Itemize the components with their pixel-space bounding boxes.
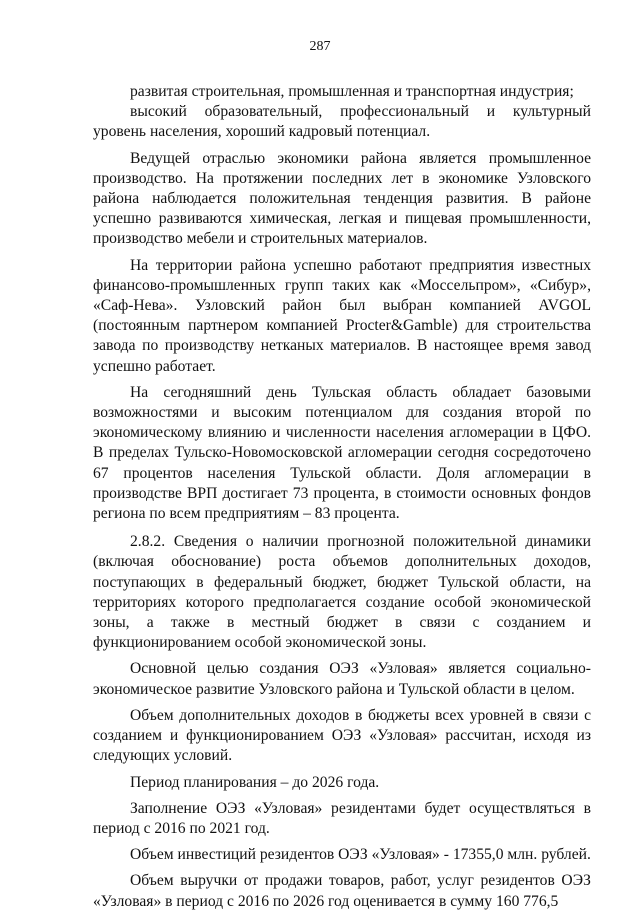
paragraph-leading-sector: Ведущей отраслью экономики района является промышленное производство. На протяжении последних лет в экономике Узловского района наблюдается положительная тенденция развития. В районе успешно развиваются химическая, легкая и пищевая промышленности, производство мебели и строительных материалов. xyxy=(93,149,591,248)
page-number: 287 xyxy=(309,39,331,54)
paragraph-planning-period: Период планирования – до 2026 года. xyxy=(130,773,380,791)
paragraph-education: высокий образовательный, профессиональный и культурный уровень населения, хороший кадровый потенциал. xyxy=(93,103,591,141)
document-body xyxy=(93,82,591,912)
section-heading-2-8-2: 2.8.2. Сведения о наличии прогнозной положительной динамики (включая обоснование) роста объемов дополнительных доходов, поступающих в федеральный бюджет, бюджет Тульской области, на территориях которого предполагается создание особой экономической зоны, а также в местный бюджет в связи с созданием и функционированием особой экономической зоны. xyxy=(93,533,591,652)
paragraph-revenue-volume: Объем дополнительных доходов в бюджеты всех уровней в связи с созданием и функционированием ОЭЗ «Узловая» рассчитан, исходя из следующих условий. xyxy=(93,706,591,765)
paragraph-industry: развитая строительная, промышленная и транспортная индустрия; xyxy=(130,83,574,100)
paragraph-enterprises: На территории района успешно работают предприятия известных финансово-промышленных групп таких как «Моссельпром», «Сибур», «Саф-Нева». Узловский район был выбран компанией AVGOL (постоянным партнером компанией Procter&Gamble) для строительства завода по производству нетканых материалов. В настоящее время завод успешно работает. xyxy=(93,256,591,375)
paragraph-main-goal: Основной целью создания ОЭЗ «Узловая» является социально-экономическое развитие Узловского района и Тульской области в целом. xyxy=(93,660,591,698)
paragraph-investment-volume: Объем инвестиций резидентов ОЭЗ «Узловая» - 17355,0 млн. рублей. xyxy=(130,846,591,864)
paragraph-residents-filling: Заполнение ОЭЗ «Узловая» резидентами будет осуществляться в период с 2016 по 2021 год. xyxy=(93,799,591,837)
paragraph-agglomeration: На сегодняшний день Тульская область обладает базовыми возможностями и высоким потенциалом для создания второй по экономическому влиянию и численности населения агломерации в ЦФО. В пределах Тульско-Новомосковской агломерации сегодня сосредоточено 67 процентов населения Тульской области. Доля агломерации в производстве ВРП достигает 73 процента, в стоимости основных фондов региона по всем предприятиям – 83 процента. xyxy=(93,383,591,523)
paragraph-sales-revenue: Объем выручки от продажи товаров, работ, услуг резидентов ОЭЗ «Узловая» в период с 2016 по 2026 год оценивается в сумму 160 776,5 xyxy=(93,872,591,910)
